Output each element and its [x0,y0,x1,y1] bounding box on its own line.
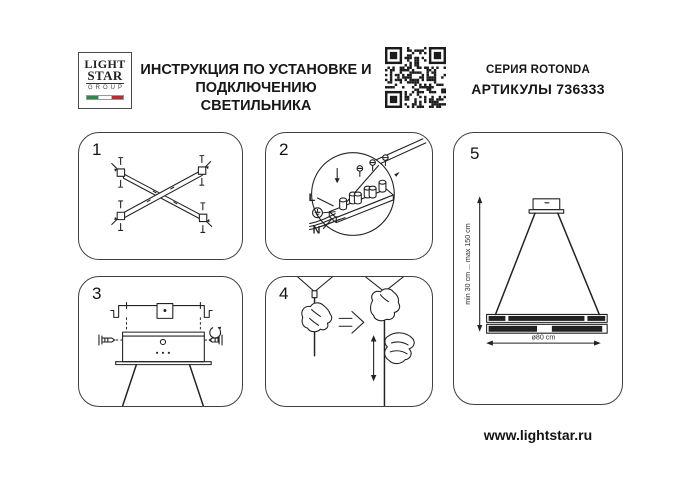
step-3-panel [78,276,243,407]
screw-icon [99,335,115,345]
crossbar-assembly-drawing [79,133,242,259]
step-4-panel [265,276,433,407]
next-arrow-icon [339,311,364,333]
website-label: www.lightstar.ru [483,427,593,443]
lightstar-logo [78,52,132,109]
step-2-panel [265,132,433,260]
ground-icon [313,208,323,218]
italy-flag-stripe [86,95,124,100]
step-1-panel [78,132,243,260]
logo-divider [86,83,124,84]
hand-sketch [371,289,400,321]
series-label: СЕРИЯ ROTONDA [486,64,590,76]
neutral-label: N [312,224,321,237]
title-line-2: ПОДКЛЮЧЕНИЮ СВЕТИЛЬНИКА [195,80,317,114]
logo-word-group: GROUP [87,85,125,91]
panel-number: 2 [279,140,289,159]
hand-sketch [302,303,332,332]
ceiling-mount-drawing [79,277,242,406]
up-down-arrow-icon [371,335,377,381]
product-info [455,64,621,97]
panel-number: 5 [470,144,480,163]
cloth-sketch [385,333,415,364]
rotate-arrow-icon [210,327,221,338]
title-line-1: ИНСТРУКЦИЯ ПО УСТАНОВКЕ И [140,62,372,78]
diameter-label: ø80 cm [531,333,556,342]
logo-word-light: LIGHT [84,57,126,71]
step-5-panel [453,132,623,405]
height-dimension [464,196,482,331]
height-range-label: min 30 cm ... max 150 cm [463,223,472,305]
page-title [140,61,372,115]
live-label: L [308,191,316,204]
panel-number: 1 [92,140,102,159]
pendant-dimensions-drawing [454,133,622,404]
logo-word-star: STAR [87,68,123,83]
panel-number: 3 [92,284,102,303]
qr-code [385,47,446,108]
diameter-dimension [486,334,601,346]
articles-label: АРТИКУЛЫ 736333 [471,81,605,97]
panel-number: 4 [279,284,289,303]
terminal-wiring-drawing [266,133,432,259]
cable-adjustment-drawing [266,277,432,406]
